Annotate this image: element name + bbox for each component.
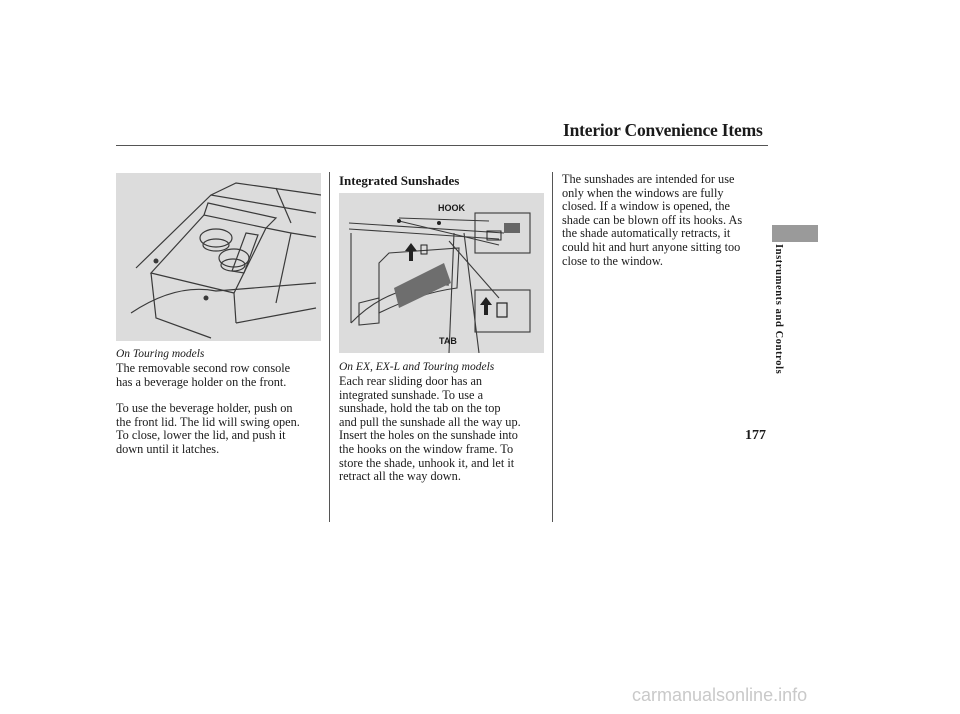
beverage-holder-illustration — [116, 173, 321, 341]
chapter-tab — [772, 225, 818, 242]
tab-closeup — [497, 303, 507, 317]
shade-fabric — [394, 263, 451, 308]
column-divider-left — [329, 172, 330, 522]
tab-label: TAB — [439, 336, 457, 346]
header-rule — [116, 145, 768, 146]
subsection-heading: Integrated Sunshades — [339, 173, 460, 188]
hook-label: HOOK — [438, 203, 465, 213]
tab-icon — [421, 245, 427, 254]
beverage-holder-drawing — [116, 173, 321, 341]
screw-icon — [204, 296, 209, 301]
watermark: carmanualsonline.info — [632, 685, 808, 705]
hook-closeup — [504, 223, 520, 233]
hook-icon — [437, 221, 441, 225]
sunshade-warning-paragraph: The sunshades are intended for use only when the windows are fully closed. If a window is opened, the shade can be blown off its hooks. As the shade automatically retracts, it could hit and hurt anyone sitting too close to the window. — [562, 172, 743, 268]
section-title: Interior Convenience Items — [563, 120, 763, 140]
screw-icon — [154, 259, 159, 264]
hook-icon — [397, 219, 401, 223]
console-paragraph: The removable second row console has a beverage holder on the front. — [116, 361, 291, 389]
column-divider-right — [552, 172, 553, 522]
figure-caption-middle: On EX, EX-L and Touring models — [339, 361, 495, 373]
sunshade-paragraph: Each rear sliding door has an integrated sunshade. To use a sunshade, hold the tab on the top and pull the sunshade all the way up. Insert the holes on the sunshade into the hooks on the window frame. To store the shade, unhook it, and let it retract all the way down. — [339, 374, 521, 484]
beverage-holder-paragraph: To use the beverage holder, push on the front lid. The lid will swing open. To close, lower the lid, and push it down until it latches. — [116, 401, 300, 456]
sunshade-drawing — [339, 193, 544, 353]
chapter-tab-label: Instruments and Controls — [773, 244, 784, 375]
figure-caption-left: On Touring models — [116, 348, 205, 360]
page-number: 177 — [745, 428, 766, 443]
arrow-up-icon — [480, 297, 492, 315]
sunshade-illustration — [339, 193, 544, 353]
